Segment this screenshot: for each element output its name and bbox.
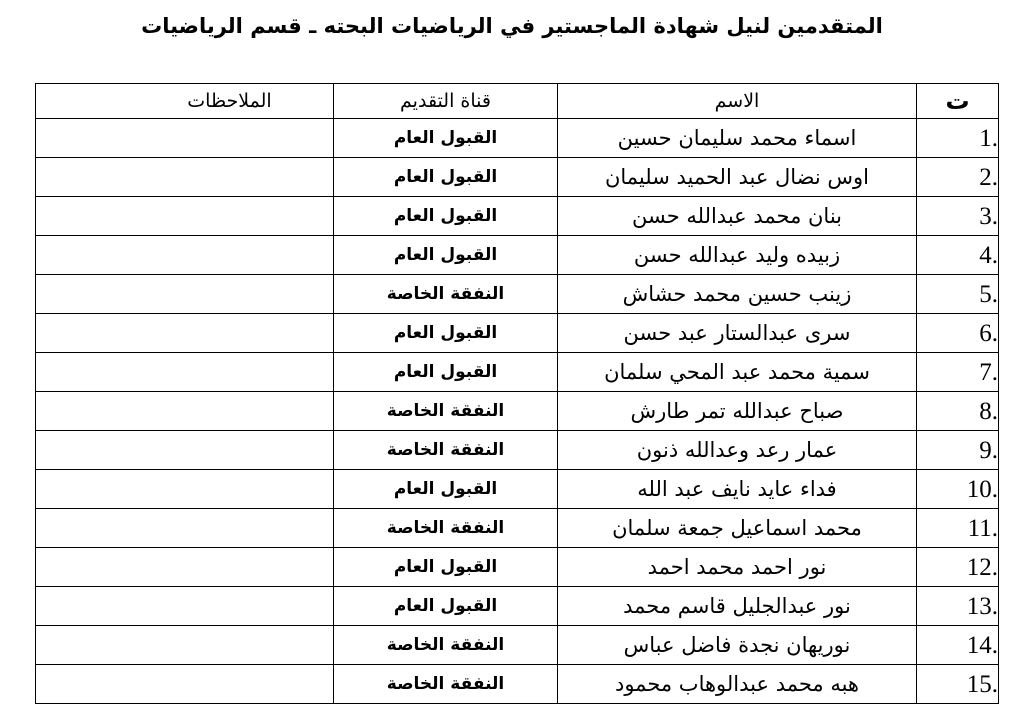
row-notes (36, 392, 334, 431)
row-number: 2. (917, 158, 999, 197)
row-notes (36, 119, 334, 158)
applicant-name: زبيده وليد عبدالله حسن (558, 236, 917, 275)
table-body (36, 119, 999, 704)
admission-channel: القبول العام (334, 236, 558, 275)
admission-channel: القبول العام (334, 158, 558, 197)
table-row (36, 275, 999, 314)
row-number: 3. (917, 197, 999, 236)
row-notes (36, 158, 334, 197)
table-row (36, 431, 999, 470)
admission-channel: القبول العام (334, 119, 558, 158)
applicants-table (35, 83, 999, 704)
admission-channel: القبول العام (334, 587, 558, 626)
admission-channel: النفقة الخاصة (334, 665, 558, 704)
row-notes (36, 314, 334, 353)
admission-channel: القبول العام (334, 353, 558, 392)
table-row (36, 314, 999, 353)
applicant-name: سمية محمد عبد المحي سلمان (558, 353, 917, 392)
header-channel: قناة التقديم (334, 84, 558, 119)
row-notes (36, 470, 334, 509)
row-number: 15. (917, 665, 999, 704)
applicant-name: صباح عبدالله تمر طارش (558, 392, 917, 431)
row-number: 8. (917, 392, 999, 431)
applicant-name: اوس نضال عبد الحميد سليمان (558, 158, 917, 197)
table-row (36, 509, 999, 548)
row-notes (36, 431, 334, 470)
row-notes (36, 236, 334, 275)
row-number: 4. (917, 236, 999, 275)
applicant-name: نوريهان نجدة فاضل عباس (558, 626, 917, 665)
row-notes (36, 275, 334, 314)
table-header-row (36, 84, 999, 119)
row-number: 11. (917, 509, 999, 548)
row-number: 5. (917, 275, 999, 314)
applicant-name: اسماء محمد سليمان حسين (558, 119, 917, 158)
row-number: 1. (917, 119, 999, 158)
admission-channel: النفقة الخاصة (334, 626, 558, 665)
admission-channel: النفقة الخاصة (334, 392, 558, 431)
admission-channel: القبول العام (334, 470, 558, 509)
table-row (36, 158, 999, 197)
applicant-name: نور احمد محمد احمد (558, 548, 917, 587)
row-number: 7. (917, 353, 999, 392)
table-row (36, 353, 999, 392)
admission-channel: النفقة الخاصة (334, 431, 558, 470)
admission-channel: النفقة الخاصة (334, 509, 558, 548)
row-notes (36, 509, 334, 548)
row-number: 14. (917, 626, 999, 665)
table-row (36, 119, 999, 158)
row-number: 13. (917, 587, 999, 626)
table-row (36, 665, 999, 704)
row-number: 10. (917, 470, 999, 509)
row-number: 6. (917, 314, 999, 353)
row-notes (36, 626, 334, 665)
table-row (36, 470, 999, 509)
table-row (36, 392, 999, 431)
row-notes (36, 353, 334, 392)
applicant-name: بنان محمد عبدالله حسن (558, 197, 917, 236)
header-name: الاسم (558, 84, 917, 119)
admission-channel: القبول العام (334, 314, 558, 353)
admission-channel: النفقة الخاصة (334, 275, 558, 314)
applicant-name: محمد اسماعيل جمعة سلمان (558, 509, 917, 548)
header-notes: الملاحظات (36, 84, 334, 119)
document-title: المتقدمين لنيل شهادة الماجستير في الرياضيات البحته ـ قسم الرياضيات (141, 14, 883, 38)
row-notes (36, 548, 334, 587)
row-notes (36, 197, 334, 236)
row-number: 12. (917, 548, 999, 587)
applicant-name: عمار رعد وعدالله ذنون (558, 431, 917, 470)
row-notes (36, 587, 334, 626)
table-row (36, 197, 999, 236)
table-row (36, 587, 999, 626)
table-row (36, 548, 999, 587)
admission-channel: القبول العام (334, 548, 558, 587)
applicant-name: هبه محمد عبدالوهاب محمود (558, 665, 917, 704)
applicant-name: سرى عبدالستار عبد حسن (558, 314, 917, 353)
row-notes (36, 665, 334, 704)
table-row (36, 236, 999, 275)
table-row (36, 626, 999, 665)
applicant-name: فداء عايد نايف عبد الله (558, 470, 917, 509)
applicant-name: نور عبدالجليل قاسم محمد (558, 587, 917, 626)
row-number: 9. (917, 431, 999, 470)
admission-channel: القبول العام (334, 197, 558, 236)
applicant-name: زينب حسين محمد حشاش (558, 275, 917, 314)
header-number: ت (917, 84, 999, 119)
